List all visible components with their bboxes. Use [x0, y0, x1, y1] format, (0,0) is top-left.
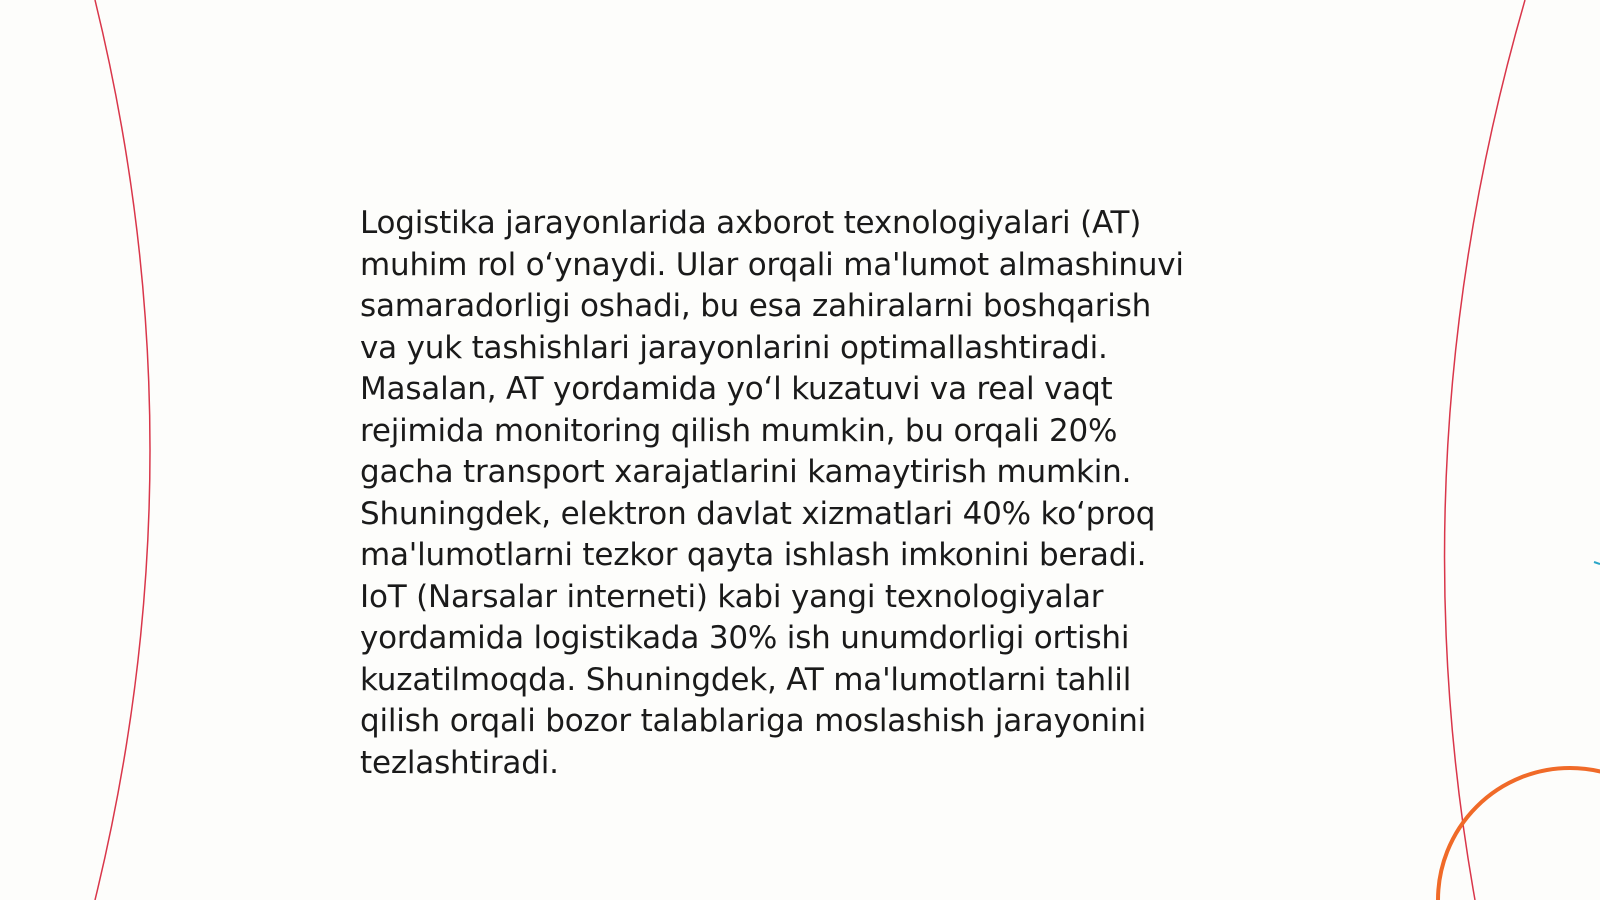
text-line: ma'lumotlarni tezkor qayta ishlash imkonini beradi.	[360, 537, 1147, 573]
text-line: va yuk tashishlari jarayonlarini optimallashtiradi.	[360, 329, 1108, 366]
text-line: muhim rol o‘ynaydi. Ular orqali ma'lumot almashinuvi	[360, 246, 1184, 283]
body-paragraph	[360, 203, 1260, 784]
text-line: samaradorligi oshadi, bu esa zahiralarni boshqarish	[360, 288, 1152, 324]
text-line: tezlashtiradi.	[360, 744, 559, 781]
text-line: kuzatilmoqda. Shuningdek, AT ma'lumotlarni tahlil	[360, 661, 1132, 698]
teal-tick-shape	[1594, 562, 1600, 564]
right-curve-line	[1445, 0, 1525, 900]
text-line: IoT (Narsalar interneti) kabi yangi texnologiyalar	[360, 578, 1104, 615]
text-line: rejimida monitoring qilish mumkin, bu orqali 20%	[360, 412, 1118, 449]
text-line: Masalan, AT yordamida yo‘l kuzatuvi va real vaqt	[360, 371, 1113, 407]
text-line: qilish orqali bozor talablariga moslashish jarayonini	[360, 703, 1147, 739]
left-curve-line	[95, 0, 150, 900]
text-line: Shuningdek, elektron davlat xizmatlari 40% ko‘proq	[360, 495, 1156, 532]
text-line: yordamida logistikada 30% ish unumdorligi ortishi	[360, 620, 1130, 656]
text-line: Logistika jarayonlarida axborot texnologiyalari (AT)	[360, 205, 1142, 241]
orange-ring-shape	[1438, 768, 1600, 900]
text-line: gacha transport xarajatlarini kamaytirish mumkin.	[360, 454, 1132, 490]
